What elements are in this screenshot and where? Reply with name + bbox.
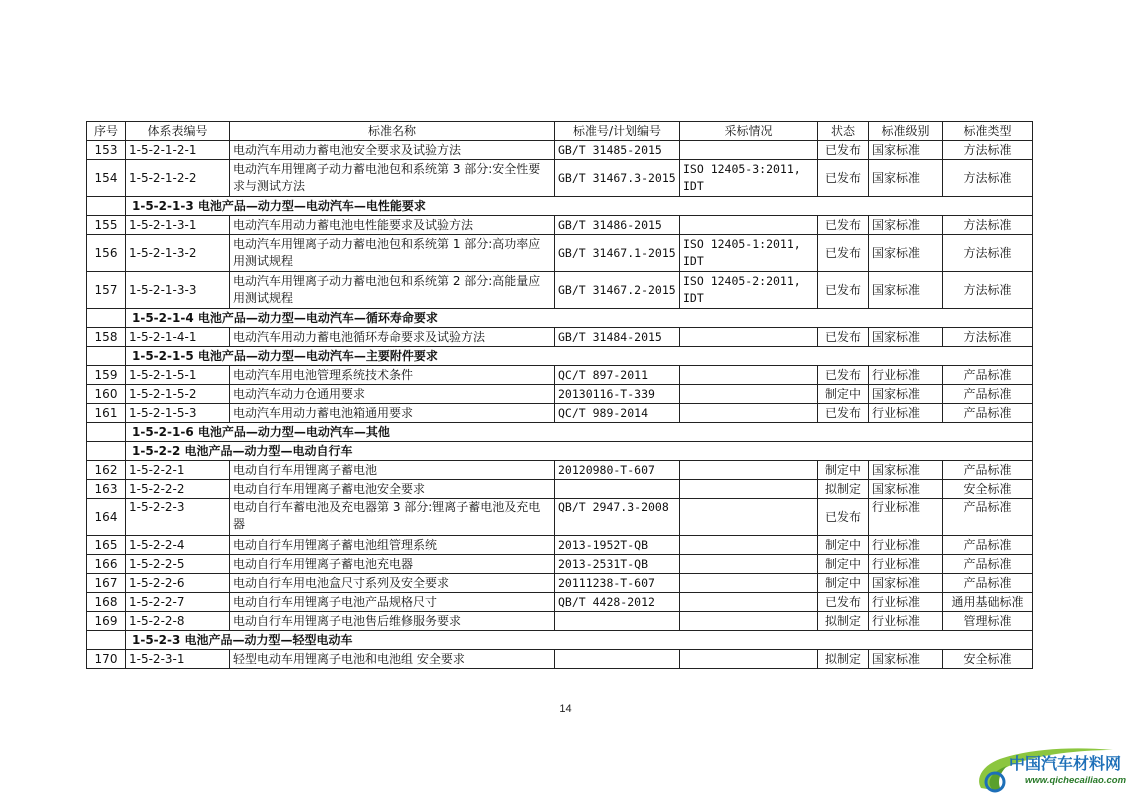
row-number-cell: 163 <box>87 480 126 499</box>
row-number-cell: 158 <box>87 328 126 347</box>
row-number-cell: 170 <box>87 650 126 669</box>
standard-name-cell: 电动自行车用电池盒尺寸系列及安全要求 <box>230 574 555 593</box>
standard-level-cell: 国家标准 <box>869 480 943 499</box>
status-cell: 拟制定 <box>818 650 869 669</box>
adoption-cell <box>680 650 818 669</box>
row-number-cell: 160 <box>87 385 126 404</box>
system-code-cell: 1-5-2-2-2 <box>126 480 230 499</box>
system-code-cell: 1-5-2-1-3-2 <box>126 235 230 272</box>
table-row <box>87 366 1033 385</box>
header-cell: 序号 <box>87 122 126 141</box>
status-cell: 已发布 <box>818 499 869 536</box>
status-cell: 制定中 <box>818 536 869 555</box>
standard-level-cell: 国家标准 <box>869 650 943 669</box>
standard-type-cell: 管理标准 <box>943 612 1033 631</box>
row-number-cell: 153 <box>87 141 126 160</box>
adoption-cell <box>680 404 818 423</box>
standard-number-cell: 20111238-T-607 <box>555 574 680 593</box>
row-number-cell: 168 <box>87 593 126 612</box>
standard-number-cell: GB/T 31467.3-2015 <box>555 160 680 197</box>
system-code-cell: 1-5-2-1-3-3 <box>126 272 230 309</box>
table-row <box>87 593 1033 612</box>
adoption-cell <box>680 612 818 631</box>
row-number-cell: 159 <box>87 366 126 385</box>
section-number-cell <box>87 197 126 216</box>
section-title: 1-5-2-1-3 电池产品—动力型—电动汽车—电性能要求 <box>126 197 1033 216</box>
standard-type-cell: 方法标准 <box>943 141 1033 160</box>
standard-name-cell: 电动自行车用锂离子电池售后维修服务要求 <box>230 612 555 631</box>
table-row <box>87 235 1033 272</box>
standard-level-cell: 行业标准 <box>869 366 943 385</box>
header-cell: 标准名称 <box>230 122 555 141</box>
standard-number-cell: QC/T 897-2011 <box>555 366 680 385</box>
table-body <box>87 141 1033 669</box>
section-title: 1-5-2-2 电池产品—动力型—电动自行车 <box>126 442 1033 461</box>
standard-type-cell: 方法标准 <box>943 272 1033 309</box>
system-code-cell: 1-5-2-1-5-2 <box>126 385 230 404</box>
system-code-cell: 1-5-2-3-1 <box>126 650 230 669</box>
table-row <box>87 141 1033 160</box>
system-code-cell: 1-5-2-2-8 <box>126 612 230 631</box>
standard-level-cell: 国家标准 <box>869 328 943 347</box>
header-cell: 体系表编号 <box>126 122 230 141</box>
table-row <box>87 216 1033 235</box>
standard-type-cell: 产品标准 <box>943 366 1033 385</box>
standard-type-cell: 产品标准 <box>943 404 1033 423</box>
adoption-cell <box>680 593 818 612</box>
standard-name-cell: 电动自行车用锂离子蓄电池组管理系统 <box>230 536 555 555</box>
standard-number-cell: QB/T 4428-2012 <box>555 593 680 612</box>
page-number: 14 <box>559 703 572 715</box>
standard-type-cell: 产品标准 <box>943 574 1033 593</box>
standards-table <box>86 121 1033 669</box>
standard-level-cell: 国家标准 <box>869 235 943 272</box>
row-number-cell: 154 <box>87 160 126 197</box>
standard-number-cell: GB/T 31467.2-2015 <box>555 272 680 309</box>
standard-name-cell: 电动自行车用锂离子蓄电池 <box>230 461 555 480</box>
standard-type-cell: 通用基础标准 <box>943 593 1033 612</box>
standard-name-cell: 电动自行车用锂离子蓄电池充电器 <box>230 555 555 574</box>
standard-number-cell: GB/T 31486-2015 <box>555 216 680 235</box>
logo-name: 中国汽车材料网 <box>1009 754 1122 773</box>
header-cell: 状态 <box>818 122 869 141</box>
adoption-cell <box>680 366 818 385</box>
adoption-cell <box>680 141 818 160</box>
adoption-cell: ISO 12405-2:2011, IDT <box>680 272 818 309</box>
adoption-cell: ISO 12405-3:2011, IDT <box>680 160 818 197</box>
section-title: 1-5-2-1-6 电池产品—动力型—电动汽车—其他 <box>126 423 1033 442</box>
status-cell: 制定中 <box>818 574 869 593</box>
table-row <box>87 574 1033 593</box>
standard-number-cell: GB/T 31485-2015 <box>555 141 680 160</box>
standard-name-cell: 电动自行车用锂离子电池产品规格尺寸 <box>230 593 555 612</box>
standard-name-cell: 电动汽车用锂离子动力蓄电池包和系统第 3 部分:安全性要求与测试方法 <box>230 160 555 197</box>
header-cell: 标准级别 <box>869 122 943 141</box>
standard-number-cell: QC/T 989-2014 <box>555 404 680 423</box>
section-row <box>87 309 1033 328</box>
status-cell: 制定中 <box>818 555 869 574</box>
standard-type-cell: 安全标准 <box>943 650 1033 669</box>
system-code-cell: 1-5-2-2-5 <box>126 555 230 574</box>
standard-name-cell: 电动汽车用动力蓄电池循环寿命要求及试验方法 <box>230 328 555 347</box>
standard-type-cell: 产品标准 <box>943 536 1033 555</box>
table-header-row <box>87 122 1033 141</box>
standard-level-cell: 国家标准 <box>869 574 943 593</box>
section-title: 1-5-2-3 电池产品—动力型—轻型电动车 <box>126 631 1033 650</box>
row-number-cell: 166 <box>87 555 126 574</box>
status-cell: 已发布 <box>818 216 869 235</box>
adoption-cell <box>680 536 818 555</box>
system-code-cell: 1-5-2-2-4 <box>126 536 230 555</box>
standard-level-cell: 国家标准 <box>869 160 943 197</box>
standard-number-cell: GB/T 31467.1-2015 <box>555 235 680 272</box>
header-cell: 标准类型 <box>943 122 1033 141</box>
table-row <box>87 404 1033 423</box>
table-row <box>87 272 1033 309</box>
standard-name-cell: 电动汽车用动力蓄电池箱通用要求 <box>230 404 555 423</box>
section-number-cell <box>87 423 126 442</box>
standard-number-cell: 2013-2531T-QB <box>555 555 680 574</box>
table-row <box>87 461 1033 480</box>
standard-level-cell: 行业标准 <box>869 612 943 631</box>
standard-name-cell: 电动汽车动力仓通用要求 <box>230 385 555 404</box>
table-row <box>87 555 1033 574</box>
standard-number-cell: GB/T 31484-2015 <box>555 328 680 347</box>
row-number-cell: 162 <box>87 461 126 480</box>
standard-name-cell: 电动自行车蓄电池及充电器第 3 部分:锂离子蓄电池及充电器 <box>230 499 555 536</box>
system-code-cell: 1-5-2-2-1 <box>126 461 230 480</box>
row-number-cell: 164 <box>87 499 126 536</box>
row-number-cell: 156 <box>87 235 126 272</box>
status-cell: 已发布 <box>818 328 869 347</box>
row-number-cell: 157 <box>87 272 126 309</box>
section-title: 1-5-2-1-4 电池产品—动力型—电动汽车—循环寿命要求 <box>126 309 1033 328</box>
standard-number-cell <box>555 480 680 499</box>
adoption-cell <box>680 574 818 593</box>
row-number-cell: 161 <box>87 404 126 423</box>
section-number-cell <box>87 631 126 650</box>
status-cell: 已发布 <box>818 366 869 385</box>
standard-type-cell: 产品标准 <box>943 461 1033 480</box>
standard-number-cell <box>555 612 680 631</box>
standard-level-cell: 行业标准 <box>869 536 943 555</box>
table-row <box>87 328 1033 347</box>
section-title: 1-5-2-1-5 电池产品—动力型—电动汽车—主要附件要求 <box>126 347 1033 366</box>
section-row <box>87 423 1033 442</box>
system-code-cell: 1-5-2-1-3-1 <box>126 216 230 235</box>
standard-name-cell: 电动汽车用动力蓄电池电性能要求及试验方法 <box>230 216 555 235</box>
system-code-cell: 1-5-2-1-2-2 <box>126 160 230 197</box>
system-code-cell: 1-5-2-2-3 <box>126 499 230 536</box>
table-row <box>87 499 1033 536</box>
standard-name-cell: 电动汽车用电池管理系统技术条件 <box>230 366 555 385</box>
status-cell: 拟制定 <box>818 612 869 631</box>
table-row <box>87 160 1033 197</box>
system-code-cell: 1-5-2-2-6 <box>126 574 230 593</box>
standard-number-cell: 20130116-T-339 <box>555 385 680 404</box>
standard-level-cell: 行业标准 <box>869 555 943 574</box>
standard-name-cell: 电动汽车用动力蓄电池安全要求及试验方法 <box>230 141 555 160</box>
header-cell: 标准号/计划编号 <box>555 122 680 141</box>
standard-type-cell: 方法标准 <box>943 160 1033 197</box>
adoption-cell <box>680 499 818 536</box>
standard-type-cell: 产品标准 <box>943 385 1033 404</box>
section-row <box>87 442 1033 461</box>
system-code-cell: 1-5-2-2-7 <box>126 593 230 612</box>
standard-number-cell: 2013-1952T-QB <box>555 536 680 555</box>
standard-type-cell: 方法标准 <box>943 328 1033 347</box>
standard-name-cell: 电动汽车用锂离子动力蓄电池包和系统第 1 部分:高功率应用测试规程 <box>230 235 555 272</box>
adoption-cell <box>680 480 818 499</box>
status-cell: 已发布 <box>818 272 869 309</box>
adoption-cell <box>680 555 818 574</box>
status-cell: 制定中 <box>818 385 869 404</box>
logo-url: www.qichecailiao.com <box>1025 775 1127 786</box>
standard-level-cell: 国家标准 <box>869 141 943 160</box>
site-logo <box>973 742 1127 796</box>
status-cell: 已发布 <box>818 404 869 423</box>
section-row <box>87 197 1033 216</box>
row-number-cell: 167 <box>87 574 126 593</box>
adoption-cell: ISO 12405-1:2011, IDT <box>680 235 818 272</box>
table-row <box>87 480 1033 499</box>
section-number-cell <box>87 309 126 328</box>
standard-name-cell: 轻型电动车用锂离子电池和电池组 安全要求 <box>230 650 555 669</box>
status-cell: 已发布 <box>818 141 869 160</box>
table-row <box>87 650 1033 669</box>
row-number-cell: 155 <box>87 216 126 235</box>
section-number-cell <box>87 347 126 366</box>
standard-type-cell: 方法标准 <box>943 235 1033 272</box>
section-row <box>87 631 1033 650</box>
header-cell: 采标情况 <box>680 122 818 141</box>
adoption-cell <box>680 461 818 480</box>
standard-level-cell: 行业标准 <box>869 404 943 423</box>
adoption-cell <box>680 328 818 347</box>
table-row <box>87 536 1033 555</box>
standard-level-cell: 行业标准 <box>869 593 943 612</box>
status-cell: 已发布 <box>818 235 869 272</box>
section-row <box>87 347 1033 366</box>
standard-type-cell: 安全标准 <box>943 480 1033 499</box>
table-row <box>87 385 1033 404</box>
standard-number-cell: QB/T 2947.3-2008 <box>555 499 680 536</box>
system-code-cell: 1-5-2-1-4-1 <box>126 328 230 347</box>
standard-number-cell <box>555 650 680 669</box>
standard-name-cell: 电动自行车用锂离子蓄电池安全要求 <box>230 480 555 499</box>
status-cell: 制定中 <box>818 461 869 480</box>
status-cell: 拟制定 <box>818 480 869 499</box>
standard-level-cell: 国家标准 <box>869 216 943 235</box>
standard-level-cell: 国家标准 <box>869 461 943 480</box>
row-number-cell: 165 <box>87 536 126 555</box>
row-number-cell: 169 <box>87 612 126 631</box>
standard-level-cell: 国家标准 <box>869 385 943 404</box>
adoption-cell <box>680 385 818 404</box>
adoption-cell <box>680 216 818 235</box>
table-row <box>87 612 1033 631</box>
standard-name-cell: 电动汽车用锂离子动力蓄电池包和系统第 2 部分:高能量应用测试规程 <box>230 272 555 309</box>
standard-type-cell: 产品标准 <box>943 499 1033 536</box>
system-code-cell: 1-5-2-1-5-1 <box>126 366 230 385</box>
system-code-cell: 1-5-2-1-5-3 <box>126 404 230 423</box>
standard-level-cell: 行业标准 <box>869 499 943 536</box>
standard-number-cell: 20120980-T-607 <box>555 461 680 480</box>
standard-level-cell: 国家标准 <box>869 272 943 309</box>
system-code-cell: 1-5-2-1-2-1 <box>126 141 230 160</box>
section-number-cell <box>87 442 126 461</box>
standard-type-cell: 产品标准 <box>943 555 1033 574</box>
status-cell: 已发布 <box>818 160 869 197</box>
status-cell: 已发布 <box>818 593 869 612</box>
standard-type-cell: 方法标准 <box>943 216 1033 235</box>
